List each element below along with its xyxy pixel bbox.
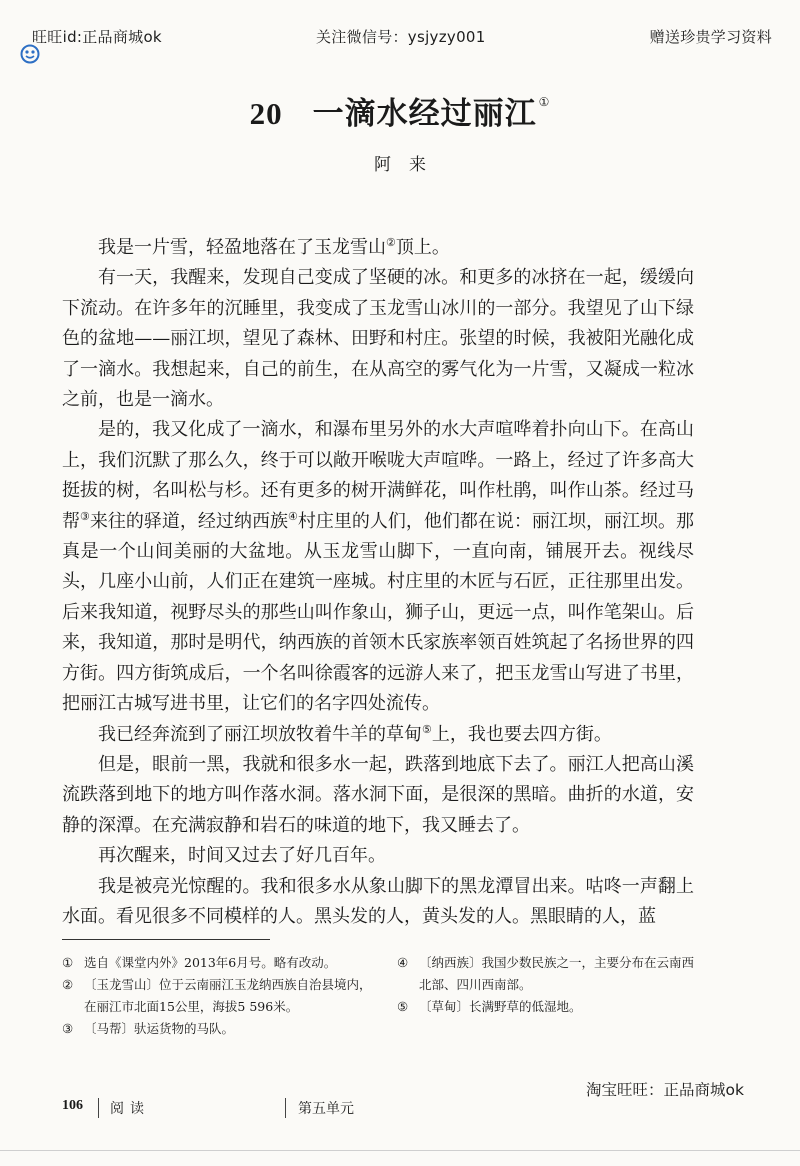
footnote-divider: [62, 939, 270, 940]
paragraph-4: 我已经奔流到了丽江坝放牧着牛羊的草甸⑤上，我也要去四方街。: [98, 722, 612, 745]
footnote-2: ② 〔玉龙雪山〕位于云南丽江玉龙纳西族自治县境内，在丽江市北面15公里，海拔5 596米。: [62, 977, 372, 1014]
paragraph-1: 我是一片雪，轻盈地落在了玉龙雪山②顶上。: [98, 236, 450, 258]
paragraph-2: 有一天，我醒来，发现自己变成了坚硬的冰。和更多的冰挤在一起，缓缓向下流动。在许多年的沉睡里，我变成了玉龙雪山冰川的一部分。我望见了山下绿色的盆地——丽江坝，望见了森林、田野和村庄。张望的时候，我被阳光融化成了一滴水。我想起来，自己的前生，在从高空的雾气化为一片雪，又凝成一粒冰之前，也是一滴水。: [62, 267, 694, 411]
title-footnote-mark: ①: [538, 95, 551, 109]
footnote-3: ③ 〔马帮〕驮运货物的马队。: [62, 1021, 235, 1036]
paragraph-3: 是的，我又化成了一滴水，和瀑布里另外的水大声喧哗着扑向山下。在高山上，我们沉默了那么久，终于可以敞开喉咙大声喧哗。一路上，经过了许多高大挺拔的树，名叫松与杉。还有更多的树开满鲜花，叫作杜鹃，叫作山茶。经过马帮③来往的驿道，经过纳西族④村庄里的人们，他们都在说：丽江坝，丽江坝。那真是一个山间美丽的大盆地。从玉龙雪山脚下，一直向南，铺展开去。视线尽头，几座小山前，人们正在建筑一座城。村庄里的木匠与石匠，正往那里出发。后来我知道，视野尽头的那些山叫作象山，狮子山，更远一点，叫作笔架山。后来，我知道，那时是明代，纳西族的首领木氏家族率领百姓筑起了名扬世界的四方街。四方街筑成后，一个名叫徐霞客的远游人来了，把玉龙雪山写进了书里，把丽江古城写进书里，让它们的名字四处流传。: [62, 419, 694, 715]
smiley-face-icon: [20, 44, 40, 64]
footnote-ref-4: ④: [287, 509, 298, 523]
paragraph-7: 我是被亮光惊醒的。我和很多水从象山脚下的黑龙潭冒出来。咕咚一声翻上水面。看见很多不同模样的人。黑头发的人，黄头发的人。黑眼睛的人，蓝: [62, 875, 694, 927]
footnote-1: ① 选自《课堂内外》2013年6月号。略有改动。: [62, 955, 337, 970]
section-label: 阅读: [110, 1101, 150, 1117]
footnotes-left-column: [62, 952, 382, 1040]
paragraph-6: 再次醒来，时间又过去了好几百年。: [98, 845, 386, 867]
unit-label: 第五单元: [298, 1101, 354, 1117]
article-title: [0, 88, 800, 133]
watermark-taobao: 淘宝旺旺：正品商城ok: [586, 1081, 744, 1099]
lesson-number: 20: [249, 96, 283, 131]
watermark-wechat: 关注微信号：ysjyzy001: [316, 28, 486, 46]
watermark-promo: 赠送珍贵学习资料: [649, 28, 772, 46]
title-text: 一滴水经过丽江: [312, 96, 537, 132]
page-number: 106: [62, 1098, 83, 1113]
page-edge: [0, 1150, 800, 1151]
author-name: 阿来: [374, 155, 444, 175]
footnote-5: ⑤ 〔草甸〕长满野草的低湿地。: [397, 999, 582, 1014]
footnote-ref-2: ②: [386, 236, 396, 249]
footnote-ref-3: ③: [80, 509, 90, 523]
footer-divider: [98, 1098, 99, 1118]
footnote-ref-5: ⑤: [422, 722, 432, 736]
footnotes-right-column: [397, 952, 697, 1018]
article-body: [62, 233, 694, 932]
footer-divider: [285, 1098, 286, 1118]
footnote-4: ④ 〔纳西族〕我国少数民族之一，主要分布在云南西北部、四川西南部。: [397, 955, 695, 992]
paragraph-5: 但是，眼前一黑，我就和很多水一起，跌落到地底下去了。丽江人把高山溪流跌落到地下的地方叫作落水洞。落水洞下面，是很深的黑暗。曲折的水道，安静的深潭。在充满寂静和岩石的味道的地下，我又睡去了。: [62, 753, 694, 836]
watermark-shop-id: 旺旺id:正品商城ok: [32, 28, 162, 46]
